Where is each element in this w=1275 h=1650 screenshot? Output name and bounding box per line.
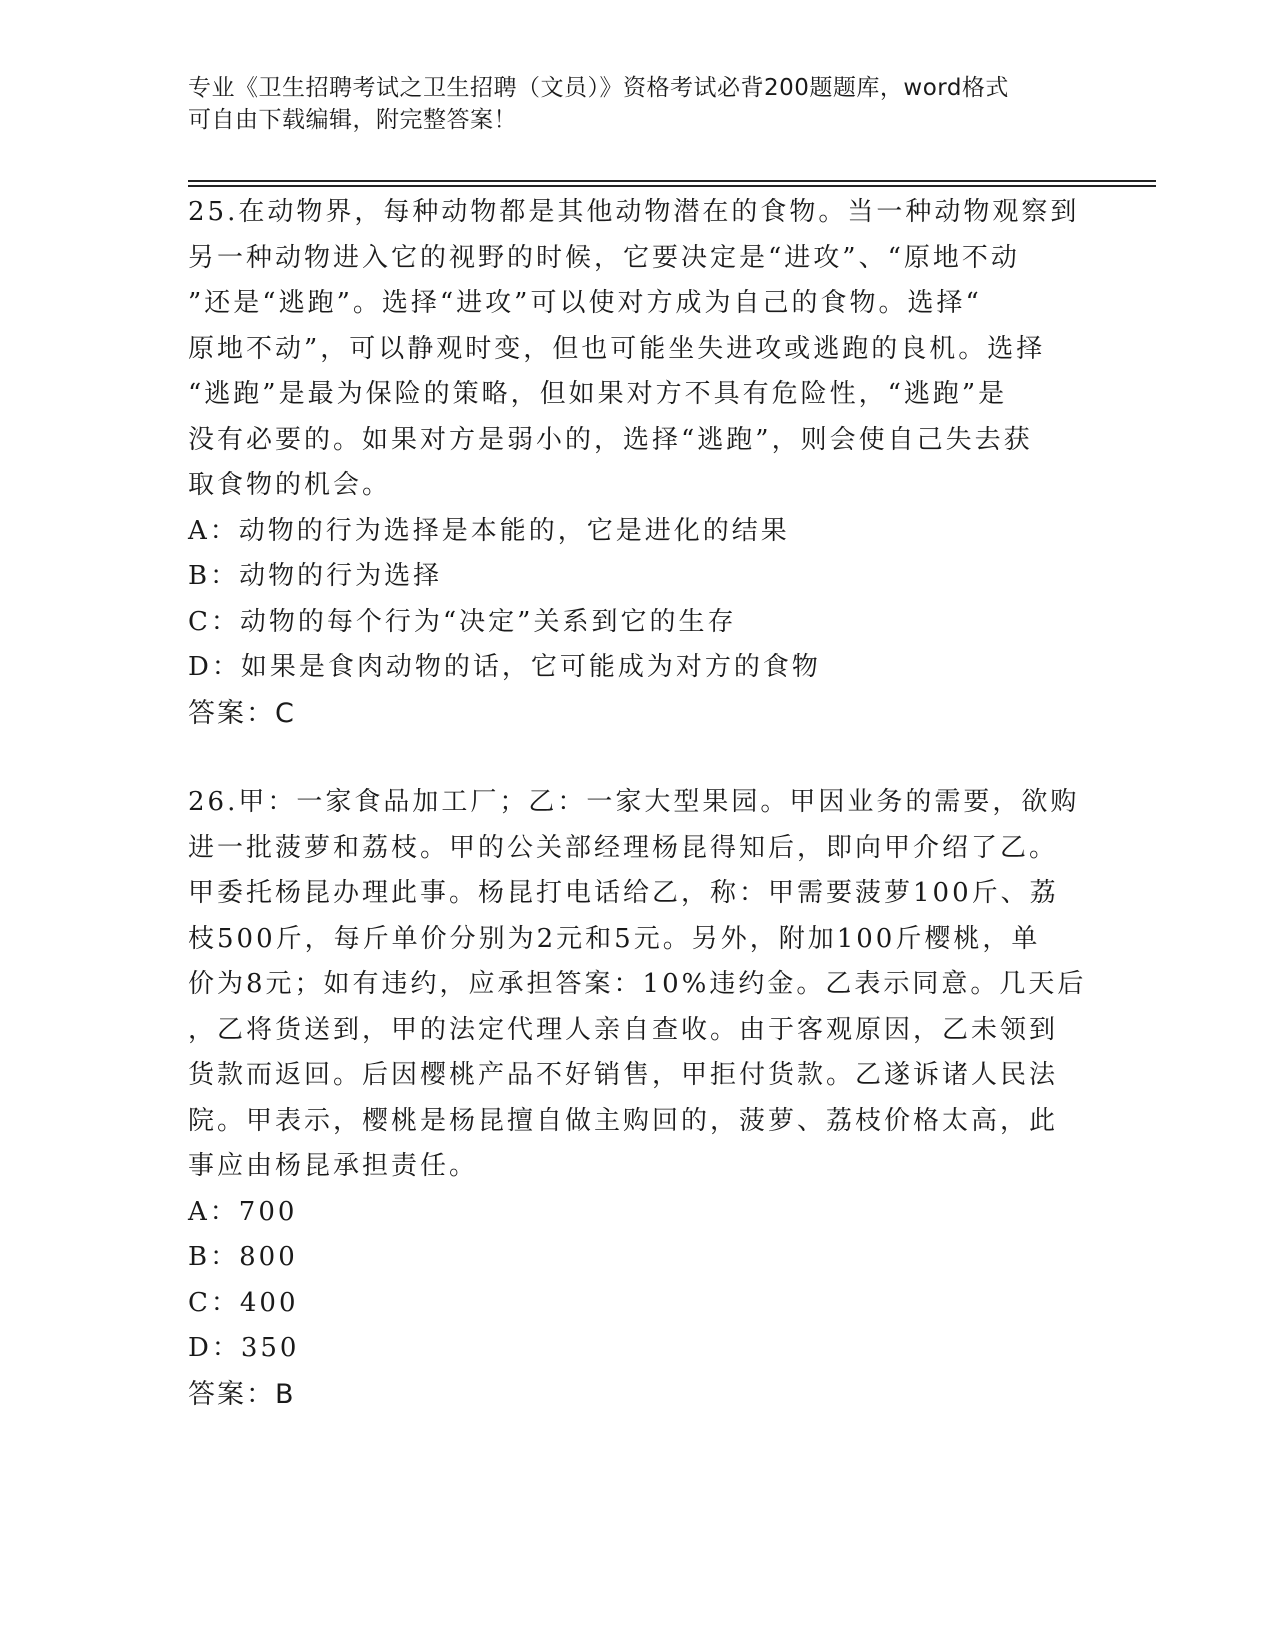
- stem-line: 原地不动”，可以静观时变，但也可能坐失进攻或逃跑的良机。选择: [188, 333, 1046, 364]
- stem-line: 甲委托杨昆办理此事。杨昆打电话给乙，称：甲需要菠萝100斤、荔: [188, 878, 1059, 908]
- options-list: [188, 1190, 1088, 1372]
- stem-line: 26.甲：一家食品加工厂；乙：一家大型果园。甲因业务的需要，欲购: [188, 787, 1080, 817]
- option-d: D：如果是食肉动物的话，它可能成为对方的食物: [188, 652, 821, 682]
- question-26: [188, 780, 1088, 1418]
- stem-line: ，乙将货送到，甲的法定代理人亲自查收。由于客观原因，乙未领到: [188, 1014, 1059, 1045]
- stem-line: 取食物的机会。: [188, 470, 392, 500]
- option-a: A：动物的行为选择是本能的，它是进化的结果: [188, 515, 790, 546]
- stem-line: 没有必要的。如果对方是弱小的，选择“逃跑”，则会使自己失去获: [188, 424, 1033, 455]
- header-divider-bottom: [188, 185, 1156, 187]
- answer-label: 答案：C: [188, 697, 296, 729]
- answer-label: 答案：B: [188, 1378, 296, 1410]
- header-divider-top: [188, 180, 1156, 182]
- stem-line: 事应由杨昆承担责任。: [188, 1151, 479, 1181]
- stem-line: “逃跑”是最为保险的策略，但如果对方不具有危险性，“逃跑”是: [188, 379, 1008, 409]
- options-list: [188, 509, 1088, 691]
- option-b: B：800: [188, 1242, 298, 1272]
- option-b: B：动物的行为选择: [188, 561, 443, 591]
- stem-line: 25.在动物界，每种动物都是其他动物潜在的食物。当一种动物观察到: [188, 197, 1080, 227]
- stem-line: 枝500斤，每斤单价分别为2元和5元。另外，附加100斤樱桃，单: [188, 923, 1041, 954]
- header-line-1: 专业《卫生招聘考试之卫生招聘（文员）》资格考试必背200题题库，word格式: [188, 75, 1009, 101]
- stem-line: 价为8元；如有违约，应承担答案：10%违约金。乙表示同意。几天后: [188, 969, 1087, 999]
- stem-line: 进一批菠萝和荔枝。甲的公关部经理杨昆得知后，即向甲介绍了乙。: [188, 832, 1059, 863]
- question-stem: [188, 190, 1088, 509]
- stem-line: 院。甲表示，樱桃是杨昆擅自做主购回的，菠萝、荔枝价格太高，此: [188, 1105, 1059, 1136]
- document-header: [188, 72, 1088, 136]
- stem-line: 另一种动物进入它的视野的时候，它要决定是“进攻”、“原地不动: [188, 242, 1020, 273]
- stem-line: ”还是“逃跑”。选择“进攻”可以使对方成为自己的食物。选择“: [188, 288, 982, 318]
- option-c: C：动物的每个行为“决定”关系到它的生存: [188, 606, 737, 637]
- option-d: D：350: [188, 1333, 300, 1363]
- stem-line: 货款而返回。后因樱桃产品不好销售，甲拒付货款。乙遂诉诸人民法: [188, 1060, 1059, 1090]
- question-25: [188, 190, 1088, 737]
- option-a: A：700: [188, 1196, 298, 1227]
- question-stem: [188, 780, 1088, 1190]
- option-c: C：400: [188, 1287, 299, 1318]
- header-line-2: 可自由下载编辑，附完整答案！: [188, 107, 517, 133]
